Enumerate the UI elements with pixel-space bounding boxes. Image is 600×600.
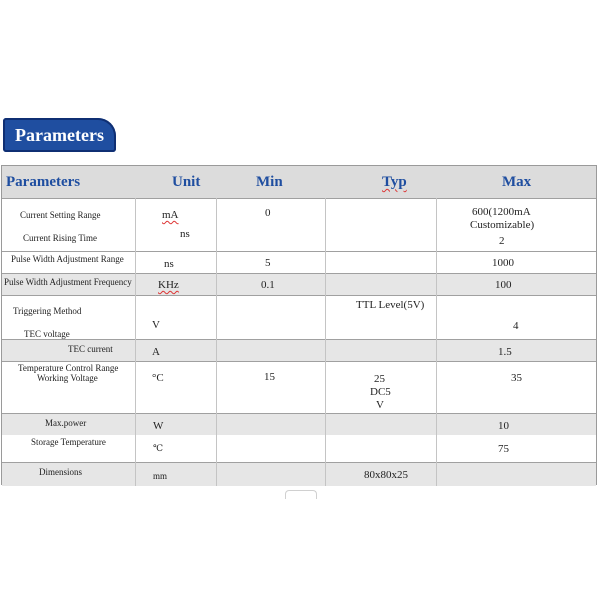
unit-ns: ns	[180, 228, 190, 240]
param-current-rising-time: Current Rising Time	[23, 233, 98, 243]
min-pulse-width-range: 5	[265, 257, 271, 269]
param-pulse-width-frequency: Pulse Width Adjustment Frequency	[4, 277, 132, 287]
max-pulse-width-range: 1000	[492, 257, 514, 269]
parameters-table	[1, 165, 597, 485]
max-rising-time: 2	[499, 235, 505, 247]
param-working-voltage: Working Voltage	[37, 373, 98, 383]
unit-watt: W	[153, 420, 164, 432]
typ-working-voltage: DC5	[370, 386, 391, 398]
section-title: Parameters	[15, 125, 104, 145]
max-tec-current: 1.5	[498, 346, 512, 358]
param-tec-voltage: TEC voltage	[24, 329, 70, 339]
param-pulse-width-range: Pulse Width Adjustment Range	[11, 254, 124, 264]
header-min: Min	[256, 174, 283, 190]
typ-working-voltage-unit: V	[376, 399, 384, 411]
max-pulse-width-frequency: 100	[495, 279, 512, 291]
section-banner	[3, 118, 116, 152]
header-unit: Unit	[172, 174, 201, 190]
unit-pulse-width-range: ns	[164, 258, 174, 270]
unit-khz: KHz	[158, 279, 179, 291]
max-temperature: 35	[511, 372, 522, 384]
param-triggering-method: Triggering Method	[13, 306, 82, 316]
param-temperature-control-range: Temperature Control Range	[18, 363, 119, 373]
header-parameters: Parameters	[6, 174, 81, 190]
typ-triggering-method: TTL Level(5V)	[356, 299, 425, 311]
unit-volt: V	[152, 319, 160, 331]
min-temperature: 15	[264, 371, 275, 383]
param-max-power: Max.power	[45, 418, 87, 428]
max-tec-voltage: 4	[513, 320, 519, 332]
max-current-setting-note: Customizable)	[470, 219, 535, 231]
unit-mm: mm	[153, 471, 168, 481]
max-power-value: 10	[498, 420, 509, 432]
param-current-setting-range: Current Setting Range	[20, 210, 101, 220]
header-max: Max	[502, 174, 532, 190]
row-band-dimensions	[2, 462, 596, 486]
typ-dimensions: 80x80x25	[364, 469, 408, 481]
min-current-setting: 0	[265, 207, 271, 219]
param-tec-current: TEC current	[68, 344, 113, 354]
param-dimensions: Dimensions	[39, 467, 83, 477]
unit-storage-celsius: ℃	[153, 443, 164, 453]
param-storage-temperature: Storage Temperature	[31, 437, 106, 447]
min-pulse-width-frequency: 0.1	[261, 279, 275, 291]
max-current-setting: 600(1200mA	[472, 206, 531, 218]
unit-ma: mA	[162, 209, 179, 221]
unit-celsius: °C	[152, 372, 164, 384]
header-typ: Typ	[382, 174, 407, 190]
bottom-tab-stub	[285, 490, 317, 499]
typ-temperature: 25	[374, 373, 385, 385]
max-storage-temperature: 75	[498, 443, 509, 455]
unit-amp: A	[152, 346, 160, 358]
